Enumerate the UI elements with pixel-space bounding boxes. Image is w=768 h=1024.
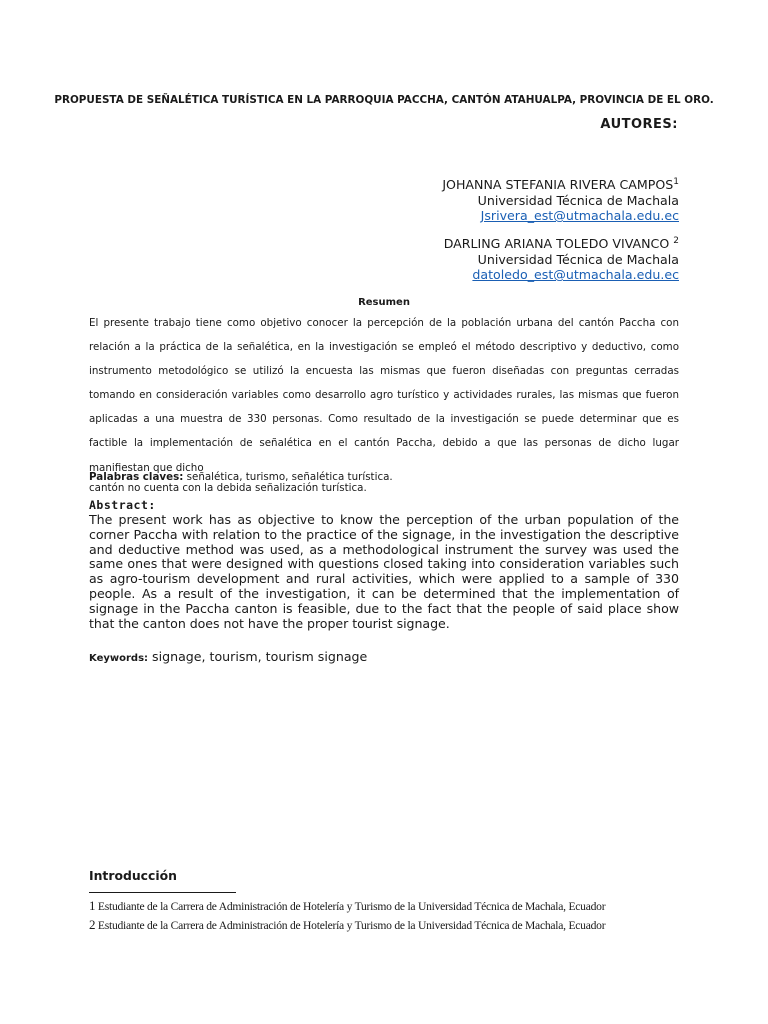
introduction-heading: Introducción [89,868,177,883]
document-title: PROPUESTA DE SEÑALÉTICA TURÍSTICA EN LA PARROQUIA PACCHA, CANTÓN ATAHUALPA, PROVINCIA DE EL ORO. [54,94,714,106]
author-superscript: 2 [673,236,679,246]
author-name-line [442,175,679,193]
author-email-link[interactable]: Jsrivera_est@utmachala.edu.ec [480,208,679,224]
author-name: JOHANNA STEFANIA RIVERA CAMPOS [442,177,674,193]
palabras-claves-label: Palabras claves: [89,471,184,483]
keywords-label: Keywords: [89,653,149,664]
footnote-2 [89,917,689,933]
keywords [89,649,367,664]
author-name: DARLING ARIANA TOLEDO VIVANCO [443,236,670,252]
abstract-body: The present work has as objective to know the perception of the urban population of the corner Paccha with relation to the practice of the signage, in the investigation the descriptive and deductive method was used, as a methodological instrument the survey was used the same ones that were designed with questions closed taking into consideration variables such as agro-tourism development and rural activities, which were applied to a sample of 330 people. As a result of the investigation, it can be determined that the implementation of signage in the Paccha canton is feasible, due to the fact that the people of said place show that the canton does not have the proper tourist signage. [89,512,679,631]
author-name-line [444,234,679,252]
authors-label: AUTORES: [600,117,678,132]
footnote-number: 2 [89,917,96,932]
footnote-text: Estudiante de la Carrera de Administración de Hotelería y Turismo de la Universidad Técnica de Machala, Ecuador [95,919,606,932]
keywords-values: signage, tourism, tourism signage [148,649,368,664]
abstract-heading: Abstract: [89,498,156,512]
author-affiliation: Universidad Técnica de Machala [477,192,679,208]
resumen-heading: Resumen [358,297,410,308]
resumen-text: El presente trabajo tiene como objetivo conocer la percepción de la población urbana del cantón Paccha con relación a la práctica de la señalética, en la investigación se empleó el método descriptivo y deductivo, como instrumento metodológico se utilizó la encuesta las mismas que fueron diseñadas con preguntas cerradas tomando en consideración variables como desarrollo agro turístico y actividades rurales, las mismas que fueron aplicadas a una muestra de 330 personas. Como resultado de la investigación se puede determinar que es factible la implementación de señalética en el cantón Paccha, debido a que las personas de dicho lugar manifiestan que dicho [89,317,679,474]
resumen-text-last: cantón no cuenta con la debida señalización turística. [89,481,367,494]
author-block-1 [442,175,679,224]
author-email-link[interactable]: datoledo_est@utmachala.edu.ec [472,267,679,283]
author-affiliation: Universidad Técnica de Machala [477,251,679,267]
palabras-claves-values: señalética, turismo, señalética turística. [183,471,393,483]
footnote-text: Estudiante de la Carrera de Administración de Hotelería y Turismo de la Universidad Técnica de Machala, Ecuador [95,900,606,913]
footnote-number: 1 [89,898,96,913]
footnote-separator [89,892,236,893]
author-superscript: 1 [673,177,679,187]
resumen-body [89,311,679,497]
footnote-1 [89,898,689,914]
palabras-claves [89,471,679,483]
author-block-2 [444,234,679,283]
